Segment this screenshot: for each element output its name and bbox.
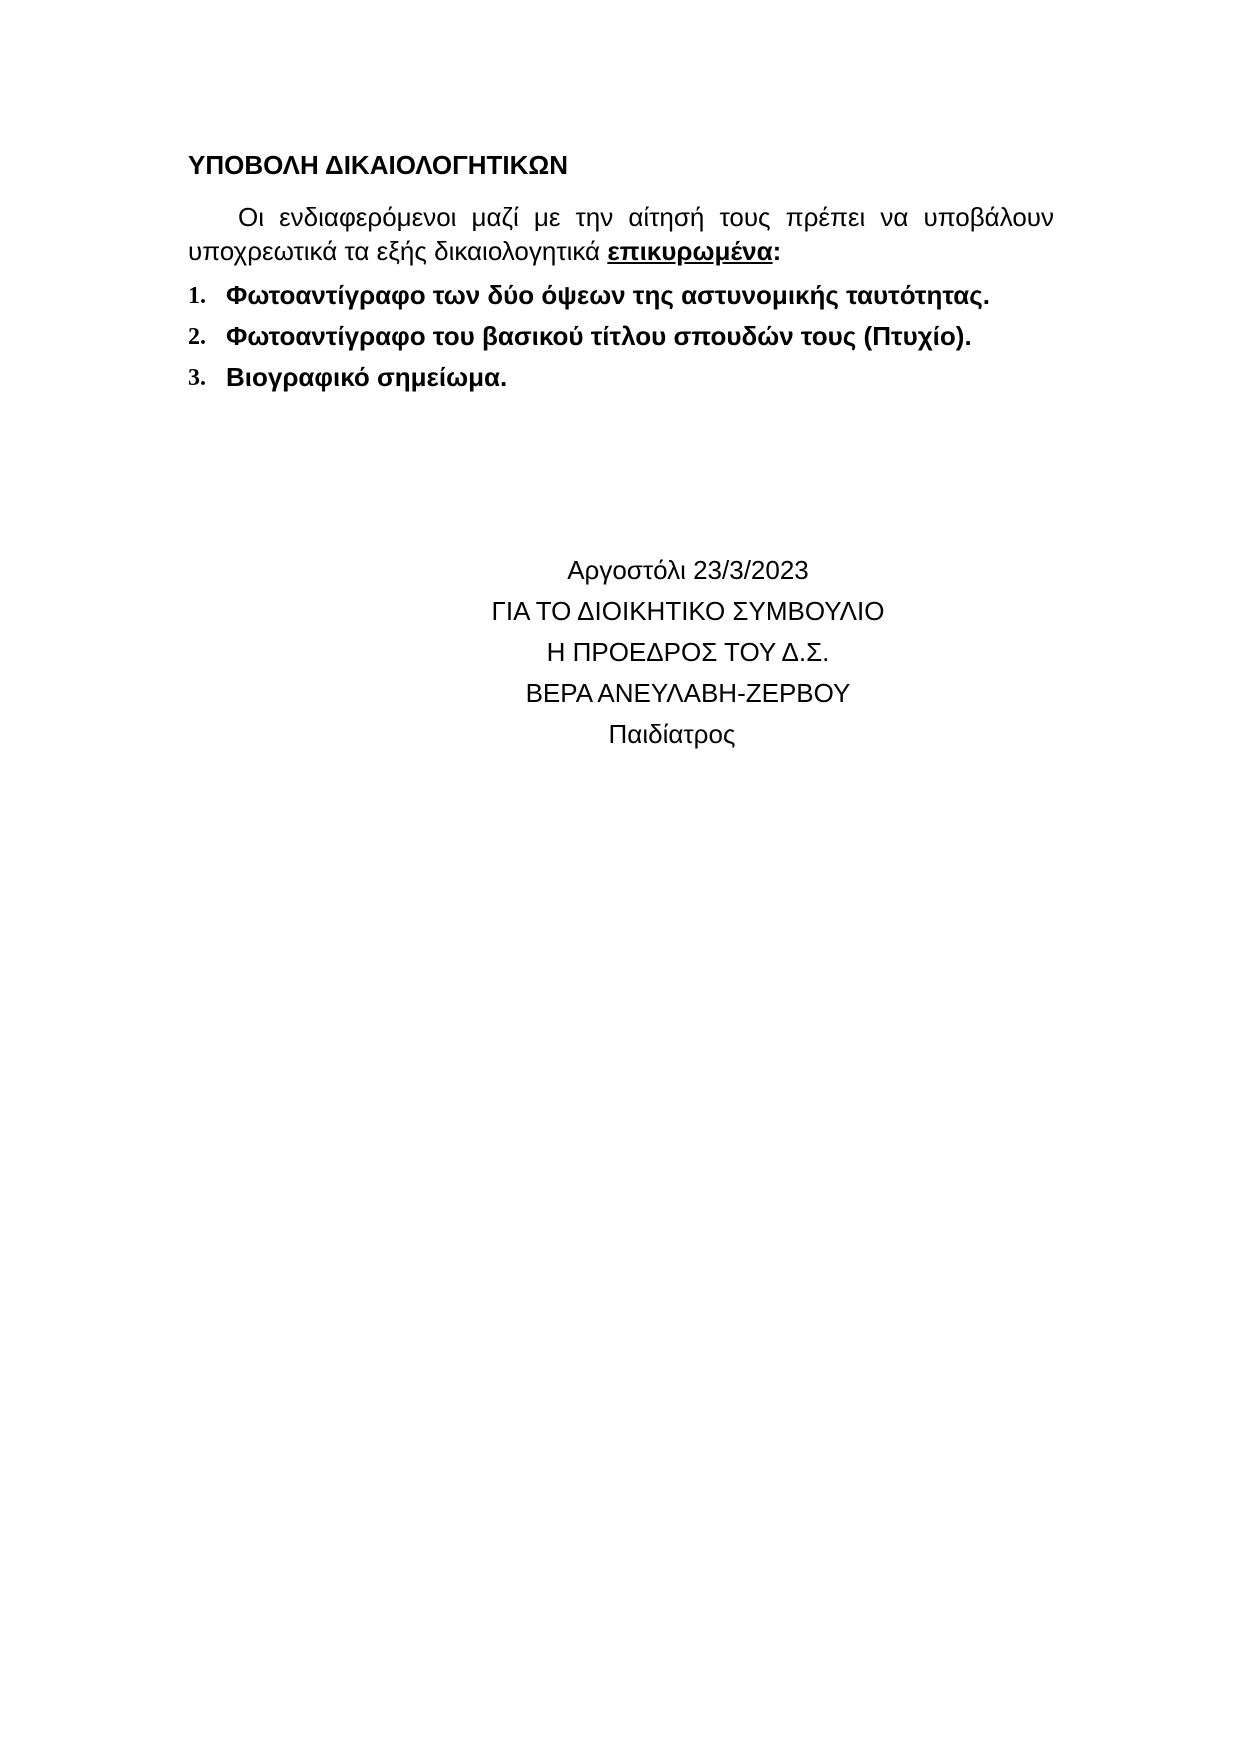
requirement-text: Φωτοαντίγραφο των δύο όψεων της αστυνομικής ταυτότητας. <box>226 280 991 310</box>
signatory-title: Παιδίατρος <box>608 719 736 749</box>
intro-colon: : <box>772 236 782 266</box>
intro-emphasis: επικυρωμένα <box>607 236 773 266</box>
signatory-role: Η ΠΡΟΕΔΡΟΣ ΤΟΥ Δ.Σ. <box>546 637 830 667</box>
requirement-item-3 <box>188 360 1054 394</box>
requirement-item-1 <box>188 278 1054 312</box>
requirement-number: 2. <box>188 324 206 350</box>
requirements-list <box>188 278 1054 401</box>
signature-block <box>438 550 938 755</box>
requirement-number: 3. <box>188 365 206 391</box>
requirement-text: Βιογραφικό σημείωμα. <box>226 362 508 392</box>
document-heading: ΥΠΟΒΟΛΗ ΔΙΚΑΙΟΛΟΓΗΤΙΚΩΝ <box>188 150 569 180</box>
place-date: Αργοστόλι 23/3/2023 <box>567 555 809 585</box>
signatory-name: ΒΕΡΑ ΑΝΕΥΛΑΒΗ-ΖΕΡΒΟΥ <box>525 678 851 708</box>
intro-paragraph <box>188 200 1054 268</box>
signatory-body: ΓΙΑ ΤΟ ΔΙΟΙΚΗΤΙΚΟ ΣΥΜΒΟΥΛΙΟ <box>491 596 885 626</box>
requirement-number: 1. <box>188 283 206 309</box>
intro-text: Οι ενδιαφερόμενοι μαζί με την αίτησή τους πρέπει να υποβάλουν υποχρεωτικά τα εξής δικαιολογητικά <box>188 202 1054 266</box>
requirement-item-2 <box>188 319 1054 353</box>
requirement-text: Φωτοαντίγραφο του βασικού τίτλου σπουδών τους (Πτυχίο). <box>226 321 972 351</box>
